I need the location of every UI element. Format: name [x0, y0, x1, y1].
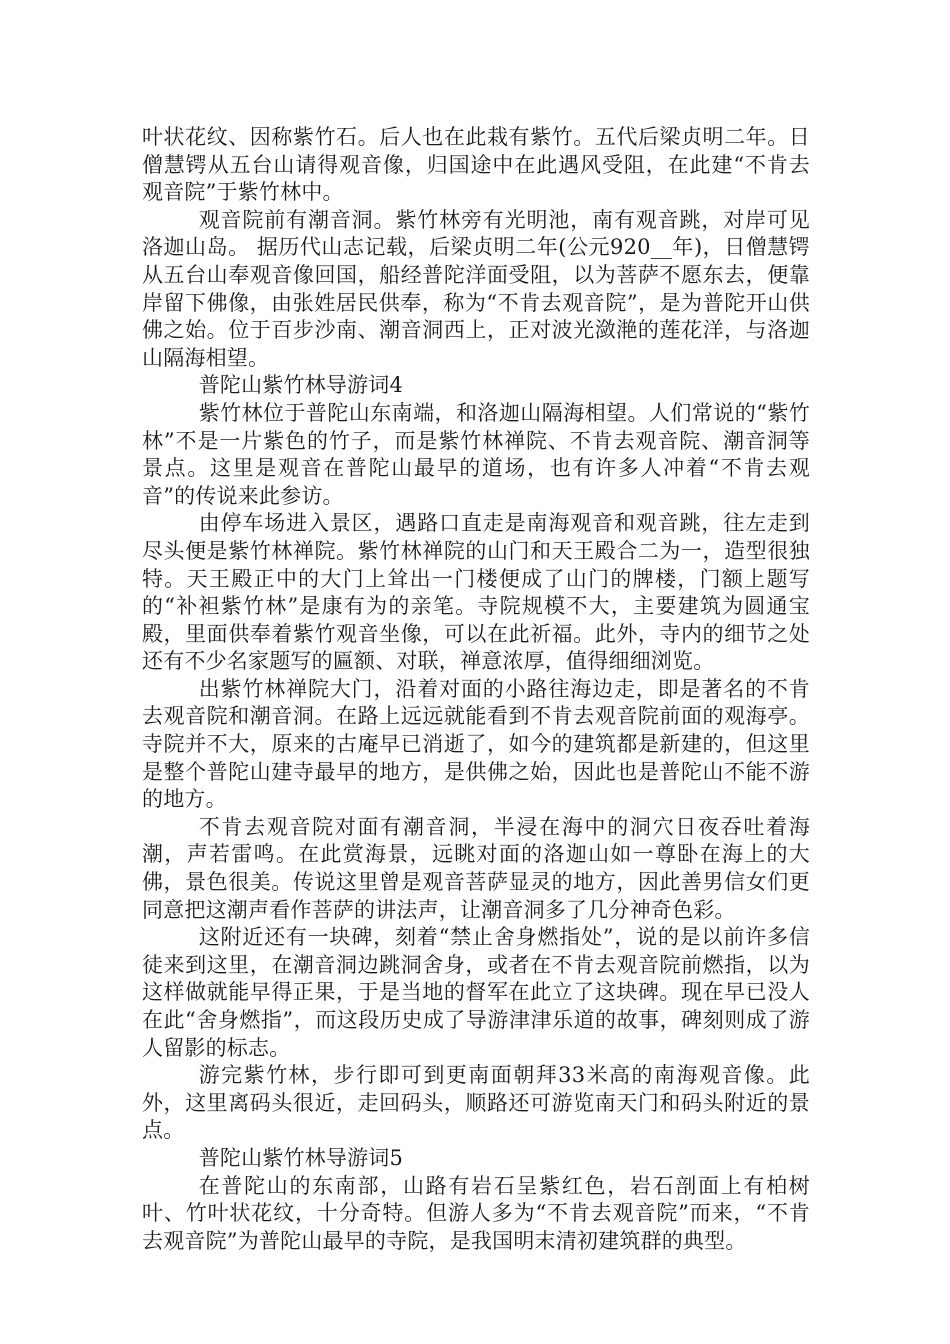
paragraph: 这附近还有一块碑，刻着“禁止舍身燃指处”，说的是以前许多信徒来到这里，在潮音洞边跳洞舍身，或者在不肯去观音院前燃指，以为这样做就能早得正果，于是当地的督军在此立了这块碑。现在早已没人在此“舍身燃指”，而这段历史成了导游津津乐道的故事，碑刻则成了游人留影的标志。 [142, 925, 810, 1060]
paragraph: 观音院前有潮音洞。紫竹林旁有光明池，南有观音跳，对岸可见洛迦山岛。 据历代山志记载，后梁贞明二年(公元920__年)，日僧慧锷从五台山奉观音像回国，船经普陀洋面受阻，以为菩萨不愿东去，便靠岸留下佛像，由张姓居民供奉，称为“不肯去观音院”，是为普陀开山供佛之始。位于百步沙南、潮音洞西上，正对波光潋滟的莲花洋，与洛迦山隔海相望。 [142, 207, 810, 370]
paragraph: 紫竹林位于普陀山东南端，和洛迦山隔海相望。人们常说的“紫竹林”不是一片紫色的竹子，而是紫竹林禅院、不肯去观音院、潮音洞等景点。这里是观音在普陀山最早的道场，也有许多人冲着“不肯去观音”的传说来此参访。 [142, 400, 810, 508]
section-heading: 普陀山紫竹林导游词5 [198, 1145, 404, 1170]
paragraph: 由停车场进入景区，遇路口直走是南海观音和观音跳，往左走到尽头便是紫竹林禅院。紫竹林禅院的山门和天王殿合二为一，造型很独特。天王殿正中的大门上耸出一门楼便成了山门的牌楼，门额上题写的“补袒紫竹林”是康有为的亲笔。寺院规模不大，主要建筑为圆通宝殿，里面供奉着紫竹观音坐像，可以在此祈福。此外，寺内的细节之处还有不少名家题写的匾额、对联，禅意浓厚，值得细细浏览。 [142, 511, 810, 674]
paragraph: 在普陀山的东南部，山路有岩石呈紫红色，岩石剖面上有柏树叶、竹叶状花纹，十分奇特。但游人多为“不肯去观音院”而来，“不肯去观音院”为普陀山最早的寺院，是我国明末清初建筑群的典型。 [142, 1173, 810, 1253]
section-heading: 普陀山紫竹林导游词4 [198, 373, 404, 398]
paragraph: 叶状花纹、因称紫竹石。后人也在此栽有紫竹。五代后梁贞明二年。日僧慧锷从五台山请得观音像，归国途中在此遇风受阻，在此建“不肯去观音院”于紫竹林中。 [142, 125, 810, 205]
paragraph: 不肯去观音院对面有潮音洞，半浸在海中的洞穴日夜吞吐着海潮，声若雷鸣。在此赏海景，远眺对面的洛迦山如一尊卧在海上的大佛，景色很美。传说这里曾是观音菩萨显灵的地方，因此善男信女们更同意把这潮声看作菩萨的讲法声，让潮音洞多了几分神奇色彩。 [142, 814, 810, 922]
paragraph: 游完紫竹林，步行即可到更南面朝拜33米高的南海观音像。此外，这里离码头很近，走回码头，顺路还可游览南天门和码头附近的景点。 [142, 1063, 810, 1143]
paragraph: 出紫竹林禅院大门，沿着对面的小路往海边走，即是著名的不肯去观音院和潮音洞。在路上远远就能看到不肯去观音院前面的观海亭。寺院并不大，原来的古庵早已消逝了，如今的建筑都是新建的，但这里是整个普陀山建寺最早的地方，是供佛之始，因此也是普陀山不能不游的地方。 [142, 676, 810, 812]
document-body [142, 124, 810, 1255]
